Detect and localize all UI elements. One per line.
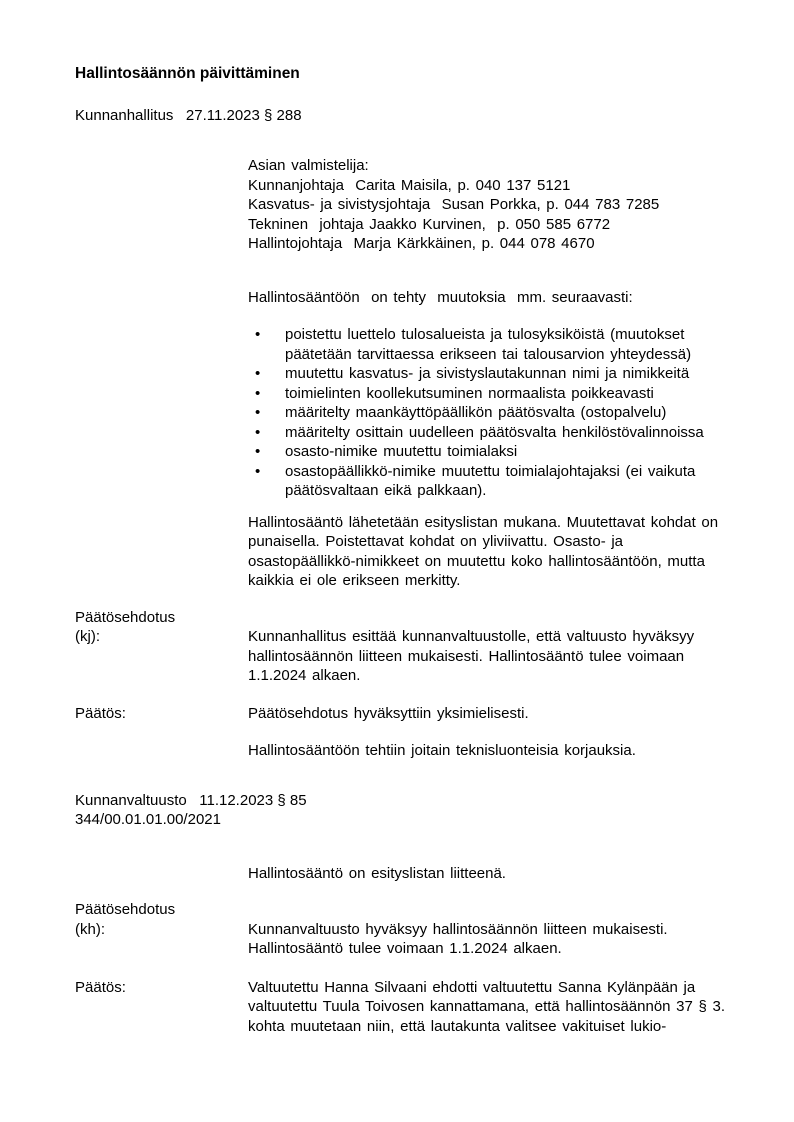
proposal-kj-label: Päätösehdotus (75, 608, 176, 626)
changes-list (248, 325, 735, 501)
decision-2-row (75, 978, 736, 1037)
change-item: • määritelty osittain uudelleen päätösvalta henkilöstövalinnoissa (248, 423, 735, 443)
proposal-kj-row (75, 627, 736, 686)
decision-2-label: Päätös: (75, 978, 126, 996)
proposal-kj-text: Kunnanhallitus esittää kunnanvaltuustolle, että valtuusto hyväksyy hallintosäännön liitteen mukaisesti. Hallintosääntö tulee voimaan 1.1.2024 alkaen. (248, 628, 695, 684)
proposal-kh-text: Kunnanvaltuusto hyväksyy hallintosäännön liitteen mukaisesti. Hallintosääntö tulee voimaan 1.1.2024 alkaen. (248, 920, 668, 957)
council-attachment-note: Hallintosääntö on esityslistan liitteenä. (248, 864, 506, 882)
change-item: • osasto-nimike muutettu toimialaksi (248, 442, 735, 462)
proposal-kj-sublabel: (kj): (75, 628, 100, 645)
proposal-kh-row (75, 920, 736, 959)
preparers-list (248, 176, 735, 254)
council-meeting-line: Kunnanvaltuusto 11.12.2023 § 85 (75, 791, 307, 809)
attachment-paragraph: Hallintosääntö lähetetään esityslistan mukana. Muutettavat kohdat on punaisella. Poistettavat kohdat on yliviivattu. Osasto- ja osastopäällikkö-nimikkeet on muutettu koko hallintosääntöön, mutta kaikkia ei ole erikseen merkitty. (248, 513, 719, 589)
decision-1-row (75, 704, 736, 724)
council-meeting-block (75, 791, 736, 830)
changes-intro: Hallintosääntöön on tehty muutoksia mm. seuraavasti: (248, 288, 633, 306)
decision-1-followup: Hallintosääntöön tehtiin joitain teknisluonteisia korjauksia. (248, 742, 636, 759)
preparer-line: Kunnanjohtaja Carita Maisila, p. 040 137 5121 (248, 176, 571, 194)
preparers-block (248, 156, 735, 254)
decision-1-label: Päätös: (75, 704, 126, 722)
change-item: • muutettu kasvatus- ja sivistyslautakunnan nimi ja nimikkeitä (248, 364, 735, 384)
change-item: • osastopäällikkö-nimike muutettu toimialajohtajaksi (ei vaikuta päätösvaltaan eikä palkkaan). (248, 462, 735, 501)
decision-2-text: Valtuutettu Hanna Silvaani ehdotti valtuutettu Sanna Kylänpään ja valtuutettu Tuula Toivosen kannattamana, että hallintosäännön 37 § 3. kohta muutetaan niin, että lautakunta valitsee vakituiset lukio- (248, 978, 726, 1035)
proposal-kh-sublabel: (kh): (75, 920, 105, 938)
page-title: Hallintosäännön päivittäminen (75, 65, 300, 82)
change-item: • määritelty maankäyttöpäällikön päätösvalta (ostopalvelu) (248, 403, 735, 423)
change-item: • toimielinten koollekutsuminen normaalista poikkeavasti (248, 384, 735, 404)
preparers-heading: Asian valmistelija: (248, 157, 369, 174)
board-meeting-line: Kunnanhallitus 27.11.2023 § 288 (75, 106, 302, 124)
preparer-line: Hallintojohtaja Marja Kärkkäinen, p. 044 078 4670 (248, 235, 595, 252)
decision-1-text: Päätösehdotus hyväksyttiin yksimielisesti. (248, 704, 529, 722)
preparer-line: Tekninen johtaja Jaakko Kurvinen, p. 050 585 6772 (248, 215, 611, 233)
preparer-line: Kasvatus- ja sivistysjohtaja Susan Porkka, p. 044 783 7285 (248, 196, 660, 213)
case-number: 344/00.01.01.00/2021 (75, 811, 221, 828)
change-item: • poistettu luettelo tulosalueista ja tulosyksiköistä (muutokset päätetään tarvittaessa erikseen tai talousarvion yhteydessä) (248, 325, 735, 364)
proposal-kh-label: Päätösehdotus (75, 901, 176, 918)
